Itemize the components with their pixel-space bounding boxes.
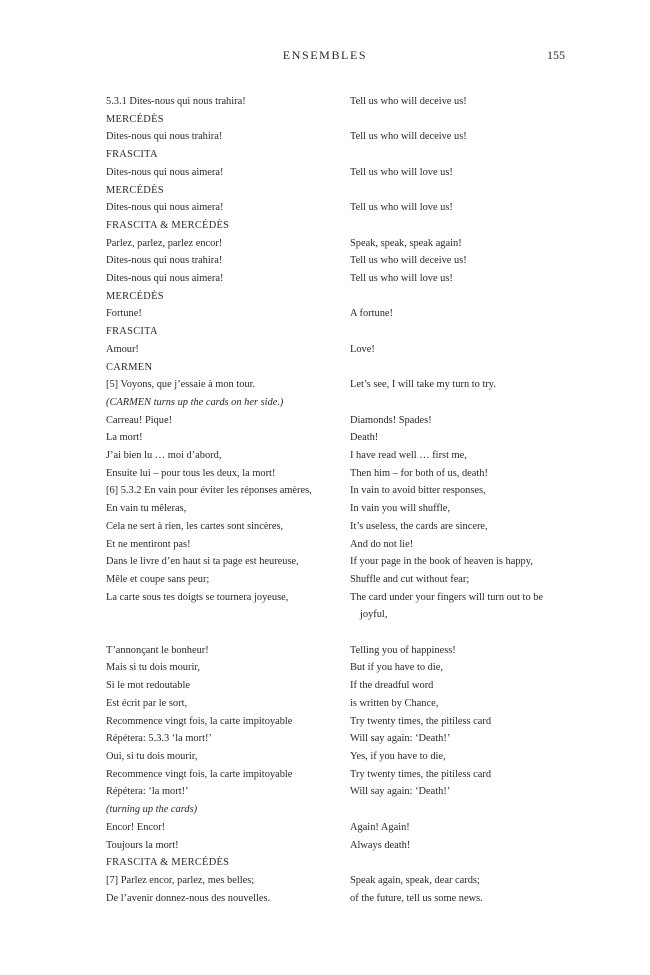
french-line: Toujours la mort! [106, 839, 179, 851]
french-line: Recommence vingt fois, la carte impitoyable [106, 768, 293, 780]
libretto-row [106, 713, 586, 731]
libretto-row [106, 305, 586, 323]
french-line: Oui, si tu dois mourir, [106, 751, 198, 762]
english-line-text: It’s useless, the cards are sincere, [350, 520, 488, 532]
english-line [350, 748, 586, 766]
libretto-row [106, 394, 586, 412]
english-line [350, 252, 586, 270]
french-line: Dites-nous qui nous aimera! [106, 202, 224, 214]
english-line-text: In vain you will shuffle, [350, 503, 450, 515]
english-line [350, 659, 586, 677]
speaker-name: FRASCITA [106, 326, 158, 338]
english-line-text: Love! [350, 343, 375, 355]
libretto-row [106, 93, 586, 111]
libretto-row [106, 536, 586, 554]
english-line [350, 783, 586, 801]
french-line: Dites-nous qui nous aimera! [106, 273, 224, 285]
libretto-row [106, 447, 586, 465]
english-line [350, 518, 586, 536]
french-line: T’annonçant le bonheur! [106, 644, 209, 656]
english-line [350, 270, 586, 288]
running-head-title: ENSEMBLES [282, 48, 368, 62]
libretto-row [106, 323, 586, 341]
english-line-text: Try twenty times, the pitiless card [350, 715, 492, 727]
french-line: La mort! [106, 432, 143, 444]
english-line-text: Tell us who will love us! [350, 273, 453, 285]
english-line-text: Will say again: ‘Death!’ [350, 786, 451, 798]
libretto-row [106, 128, 586, 146]
libretto-row [106, 164, 586, 182]
english-line-text: But if you have to die, [350, 662, 443, 674]
speaker-name: FRASCITA [106, 149, 158, 161]
english-line [350, 235, 586, 253]
english-line-text: Tell us who will deceive us! [350, 131, 467, 143]
english-line-text: Then him – for both of us, death! [350, 467, 488, 479]
english-line-text: The card under your fingers will turn out to be [350, 591, 544, 603]
libretto-row [106, 376, 586, 394]
libretto-row [106, 677, 586, 695]
english-line [350, 376, 586, 394]
libretto-row [106, 288, 586, 306]
french-line: Est écrit par le sort, [106, 697, 188, 709]
english-line-text: Speak again, speak, dear cards; [350, 874, 480, 886]
french-line: De l’avenir donnez-nous des nouvelles. [106, 892, 271, 904]
libretto-row [106, 854, 586, 872]
libretto-row [106, 890, 586, 908]
stage-direction: (CARMEN turns up the cards on her side.) [106, 396, 284, 408]
speaker-name: FRASCITA & MERCÉDÈS [106, 219, 230, 231]
english-line [350, 199, 586, 217]
english-line-text: Shuffle and cut without fear; [350, 573, 470, 585]
english-line [350, 713, 586, 731]
english-line-text: Let’s see, I will take my turn to try. [350, 379, 496, 391]
french-line: J’ai bien lu … moi d’abord, [106, 450, 222, 462]
english-line-text: Death! [350, 432, 379, 444]
libretto-row [106, 553, 586, 571]
english-line-text: Tell us who will deceive us! [350, 96, 467, 107]
french-line: Fortune! [106, 308, 142, 320]
english-line-text: Tell us who will love us! [350, 166, 453, 178]
libretto-row [106, 341, 586, 359]
libretto-row [106, 359, 586, 377]
libretto-row [106, 659, 586, 677]
libretto-row [106, 111, 586, 129]
french-line: Répétera: 5.3.3 ‘la mort!’ [106, 733, 212, 745]
english-line-text: Tell us who will deceive us! [350, 255, 467, 267]
english-line [350, 341, 586, 359]
english-line-continuation: joyful, [360, 609, 388, 621]
speaker-name: MERCÉDÈS [106, 113, 164, 125]
english-line [350, 677, 586, 695]
english-line [350, 429, 586, 447]
english-line-text: Try twenty times, the pitiless card [350, 768, 492, 780]
libretto-row [106, 642, 586, 660]
libretto-row [106, 872, 586, 890]
libretto-row [106, 182, 586, 200]
english-line [350, 872, 586, 890]
speaker-name: FRASCITA & MERCÉDÈS [106, 857, 230, 869]
english-line [350, 447, 586, 465]
libretto-row [106, 783, 586, 801]
english-line [350, 553, 586, 571]
english-line-text: of the future, tell us some news. [350, 892, 483, 904]
english-line [350, 571, 586, 589]
french-line: Recommence vingt fois, la carte impitoyable [106, 715, 293, 727]
libretto-row [106, 412, 586, 430]
english-line [350, 766, 586, 784]
english-line [350, 164, 586, 182]
english-line-text: Will say again: ‘Death!’ [350, 733, 451, 745]
english-line [350, 589, 586, 624]
english-line-text: Speak, speak, speak again! [350, 237, 462, 249]
libretto-row [106, 199, 586, 217]
french-line: Ensuite lui – pour tous les deux, la mort! [106, 467, 276, 479]
english-line [350, 837, 586, 855]
english-line-text: Diamonds! Spades! [350, 414, 432, 426]
french-line: Si le mot redoutable [106, 680, 190, 692]
english-line-text: Yes, if you have to die, [350, 751, 446, 762]
stage-direction: (turning up the cards) [106, 804, 198, 816]
french-line: En vain tu mêleras, [106, 503, 187, 515]
libretto-row [106, 589, 586, 624]
english-line-text: Telling you of happiness! [350, 644, 456, 656]
libretto-row [106, 571, 586, 589]
english-line-text: A fortune! [350, 308, 393, 320]
speaker-name: CARMEN [106, 361, 153, 373]
english-line [350, 536, 586, 554]
libretto-row [106, 837, 586, 855]
libretto-row [106, 252, 586, 270]
french-line: Cela ne sert à rien, les cartes sont sincères, [106, 520, 284, 532]
french-line: Encor! Encor! [106, 821, 166, 833]
french-line: La carte sous tes doigts se tournera joyeuse, [106, 591, 289, 603]
french-line: [6] 5.3.2 En vain pour éviter les réponses amères, [106, 485, 312, 497]
english-line [350, 305, 586, 323]
libretto-row [106, 146, 586, 164]
libretto-row [106, 429, 586, 447]
english-line [350, 412, 586, 430]
french-line: Amour! [106, 343, 139, 355]
french-line: [5] Voyons, que j’essaie à mon tour. [106, 379, 256, 391]
english-line [350, 819, 586, 837]
libretto-row [106, 695, 586, 713]
speaker-name: MERCÉDÈS [106, 290, 164, 302]
french-line: Et ne mentiront pas! [106, 538, 191, 550]
english-line [350, 465, 586, 483]
libretto-row [106, 482, 586, 500]
french-line: Mais si tu dois mourir, [106, 662, 200, 674]
libretto-row [106, 217, 586, 235]
french-line: Parlez, parlez, parlez encor! [106, 237, 223, 249]
english-line-text: Again! Again! [350, 821, 410, 833]
speaker-name: MERCÉDÈS [106, 184, 164, 196]
english-line [350, 482, 586, 500]
english-line-text: And do not lie! [350, 538, 414, 550]
english-line-text: is written by Chance, [350, 697, 439, 709]
english-line [350, 93, 586, 111]
french-line: Dites-nous qui nous trahira! [106, 255, 223, 267]
english-line-text: Tell us who will love us! [350, 202, 453, 214]
english-line-text: If the dreadful word [350, 680, 434, 692]
english-line [350, 730, 586, 748]
libretto-row [106, 730, 586, 748]
english-line-text: If your page in the book of heaven is happy, [350, 556, 533, 568]
french-line: 5.3.1 Dites-nous qui nous trahira! [106, 96, 246, 107]
french-line: Dans le livre d’en haut si ta page est heureuse, [106, 556, 299, 568]
libretto-row [106, 235, 586, 253]
french-line: Dites-nous qui nous trahira! [106, 131, 223, 143]
french-line: Carreau! Pique! [106, 414, 173, 426]
running-head [0, 47, 650, 63]
libretto-row [106, 518, 586, 536]
english-line [350, 695, 586, 713]
libretto-row [106, 465, 586, 483]
french-line: Dites-nous qui nous aimera! [106, 166, 224, 178]
english-line-text: I have read well … first me, [350, 450, 467, 462]
libretto-row [106, 801, 586, 819]
libretto-row [106, 748, 586, 766]
french-line: [7] Parlez encor, parlez, mes belles; [106, 874, 255, 886]
libretto-text [106, 93, 586, 907]
english-line-text: Always death! [350, 839, 411, 851]
libretto-row [106, 766, 586, 784]
libretto-row [106, 500, 586, 518]
french-line: Mêle et coupe sans peur; [106, 573, 210, 585]
english-line [350, 890, 586, 908]
english-line [350, 500, 586, 518]
english-line-text: In vain to avoid bitter responses, [350, 485, 486, 497]
english-line [350, 642, 586, 660]
stanza-gap [106, 624, 586, 642]
libretto-row [106, 270, 586, 288]
english-line [350, 128, 586, 146]
french-line: Répétera: ‘la mort!’ [106, 786, 189, 798]
page-number: 155 [547, 48, 565, 62]
libretto-row [106, 819, 586, 837]
